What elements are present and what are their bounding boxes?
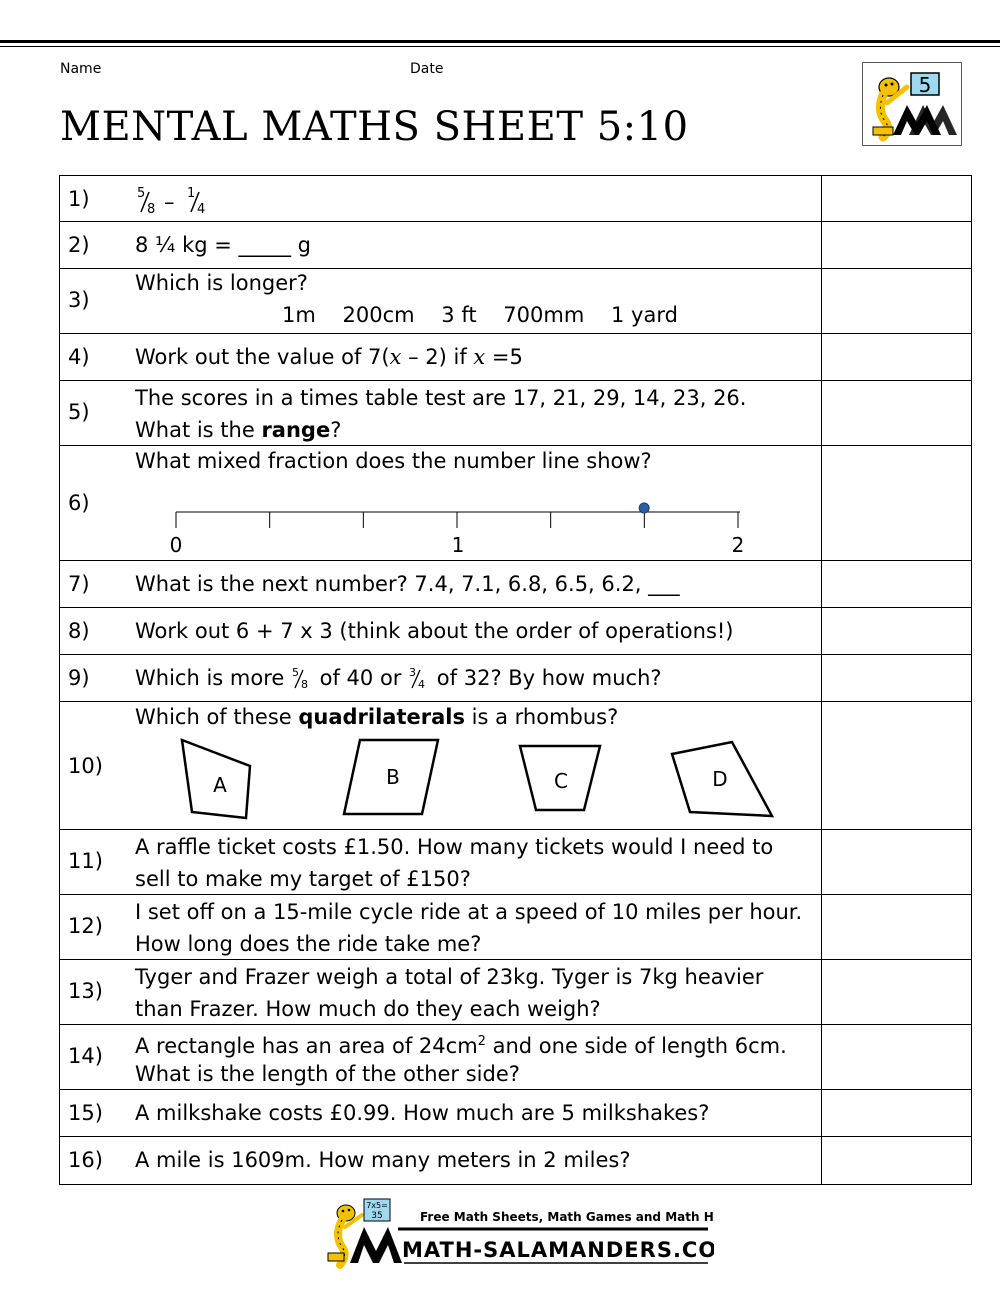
shape-b-label: B — [386, 765, 400, 789]
question-number: 15) — [68, 1101, 103, 1125]
answer-column-divider — [821, 446, 822, 560]
date-label: Date — [410, 61, 444, 77]
footer-logo — [324, 1195, 714, 1269]
question-number: 9) — [68, 666, 90, 690]
question-text: A raffle ticket costs £1.50. How many tickets would I need to — [135, 835, 774, 859]
question-row — [59, 446, 972, 561]
question-number: 4) — [68, 345, 90, 369]
page-title: MENTAL MATHS SHEET 5:10 — [60, 104, 689, 150]
question-number: 14) — [68, 1044, 103, 1068]
answer-column-divider — [821, 381, 822, 445]
footer-badge-top: 7x5= — [366, 1201, 388, 1210]
question-row — [59, 1137, 972, 1185]
svg-text:3: 3 — [409, 666, 417, 679]
shape-d-label: D — [712, 767, 728, 791]
answer-column-divider — [821, 561, 822, 607]
question-text: A mile is 1609m. How many meters in 2 miles? — [135, 1148, 631, 1172]
question-text: Which is more 5 8 of 40 or 3 4 of 32? By how much? — [135, 666, 662, 690]
minus-sign: – — [164, 190, 175, 214]
question-number: 16) — [68, 1148, 103, 1172]
question-row — [59, 655, 972, 702]
svg-text:4: 4 — [418, 678, 426, 690]
superscript: 2 — [477, 1034, 486, 1049]
answer-column-divider — [821, 830, 822, 894]
question-options: 1m 200cm 3 ft 700mm 1 yard — [282, 303, 678, 327]
question-text: Which of these quadrilaterals is a rhombus? — [135, 705, 619, 729]
questions-table — [59, 175, 972, 1185]
bold-term: quadrilaterals — [298, 705, 465, 729]
question-row — [59, 960, 972, 1025]
quadrilateral-shapes — [160, 736, 800, 826]
svg-text:8: 8 — [300, 678, 308, 690]
question-number: 11) — [68, 849, 103, 873]
question-text: What is the next number? 7.4, 7.1, 6.8, 6.5, 6.2, ___ — [135, 572, 680, 596]
answer-column-divider — [821, 222, 822, 268]
answer-column-divider — [821, 895, 822, 959]
answer-column-divider — [821, 269, 822, 333]
answer-column-divider — [821, 655, 822, 701]
question-text-line2: What is the length of the other side? — [135, 1062, 520, 1086]
grade-logo — [862, 62, 962, 146]
question-row — [59, 895, 972, 960]
question-text: Which is longer? — [135, 271, 308, 295]
question-text: Tyger and Frazer weigh a total of 23kg. Tyger is 7kg heavier — [135, 965, 764, 989]
top-rule-thin — [0, 46, 1000, 47]
number-line-label-2: 2 — [731, 533, 745, 557]
question-row — [59, 608, 972, 655]
number-line — [160, 496, 760, 558]
question-number: 3) — [68, 288, 90, 312]
question-number: 6) — [68, 491, 90, 515]
shape-a-label: A — [213, 773, 227, 797]
question-number: 10) — [68, 754, 103, 778]
question-number: 7) — [68, 572, 90, 596]
question-number: 13) — [68, 979, 103, 1003]
variable-x: x — [389, 345, 402, 369]
logo-badge-number: 5 — [918, 73, 932, 97]
question-number: 8) — [68, 619, 90, 643]
question-number: 2) — [68, 233, 90, 257]
footer-badge-bottom: 35 — [371, 1211, 383, 1221]
question-text-line2: What is the range? — [135, 418, 342, 442]
question-number: 5) — [68, 400, 90, 424]
question-row — [59, 175, 972, 222]
question-text: Work out 6 + 7 x 3 (think about the order of operations!) — [135, 619, 734, 643]
question-text-line2: than Frazer. How much do they each weigh? — [135, 997, 601, 1021]
question-number: 1) — [68, 187, 90, 211]
question-text: The scores in a times table test are 17, 21, 29, 14, 23, 26. — [135, 386, 747, 410]
question-text-line2: sell to make my target of £150? — [135, 867, 471, 891]
answer-column-divider — [821, 960, 822, 1024]
answer-column-divider — [821, 1025, 822, 1089]
question-text: Work out the value of 7(x – 2) if x =5 — [135, 345, 523, 369]
fraction-denominator: 4 — [197, 202, 206, 216]
question-row — [59, 830, 972, 895]
question-row — [59, 269, 972, 334]
fraction-numerator: 1 — [187, 186, 196, 201]
question-text: I set off on a 15-mile cycle ride at a speed of 10 miles per hour. — [135, 900, 803, 924]
answer-column-divider — [821, 1137, 822, 1184]
fraction-denominator: 8 — [147, 202, 156, 216]
answer-column-divider — [821, 334, 822, 380]
answer-column-divider — [821, 702, 822, 829]
variable-x: x — [473, 345, 486, 369]
question-text: What mixed fraction does the number line show? — [135, 449, 652, 473]
question-text-line2: How long does the ride take me? — [135, 932, 482, 956]
svg-text:5: 5 — [291, 666, 299, 679]
name-label: Name — [60, 61, 102, 77]
bold-term: range — [261, 418, 331, 442]
fraction-numerator: 5 — [137, 186, 146, 201]
question-text: A milkshake costs £0.99. How much are 5 milkshakes? — [135, 1101, 710, 1125]
shape-c-label: C — [554, 769, 568, 793]
question-row — [59, 1025, 972, 1090]
question-row — [59, 222, 972, 269]
question-row — [59, 702, 972, 830]
question-row — [59, 1090, 972, 1137]
question-number: 12) — [68, 914, 103, 938]
number-line-label-0: 0 — [169, 533, 183, 557]
answer-column-divider — [821, 1090, 822, 1136]
question-row — [59, 381, 972, 446]
number-line-point — [639, 503, 649, 513]
question-row — [59, 561, 972, 608]
footer-tagline: Free Math Sheets, Math Games and Math Help — [420, 1210, 714, 1224]
answer-column-divider — [821, 608, 822, 654]
answer-column-divider — [821, 176, 822, 221]
top-rule — [0, 40, 1000, 43]
footer-site-name: MATH-SALAMANDERS.COM — [402, 1238, 714, 1262]
question-text — [135, 186, 215, 216]
number-line-label-1: 1 — [451, 533, 465, 557]
question-text: A rectangle has an area of $24cm^2$ and one side of length 6cm. — [135, 1034, 787, 1058]
question-text: 8 ¼ kg = _____ g — [135, 233, 312, 257]
question-row — [59, 334, 972, 381]
